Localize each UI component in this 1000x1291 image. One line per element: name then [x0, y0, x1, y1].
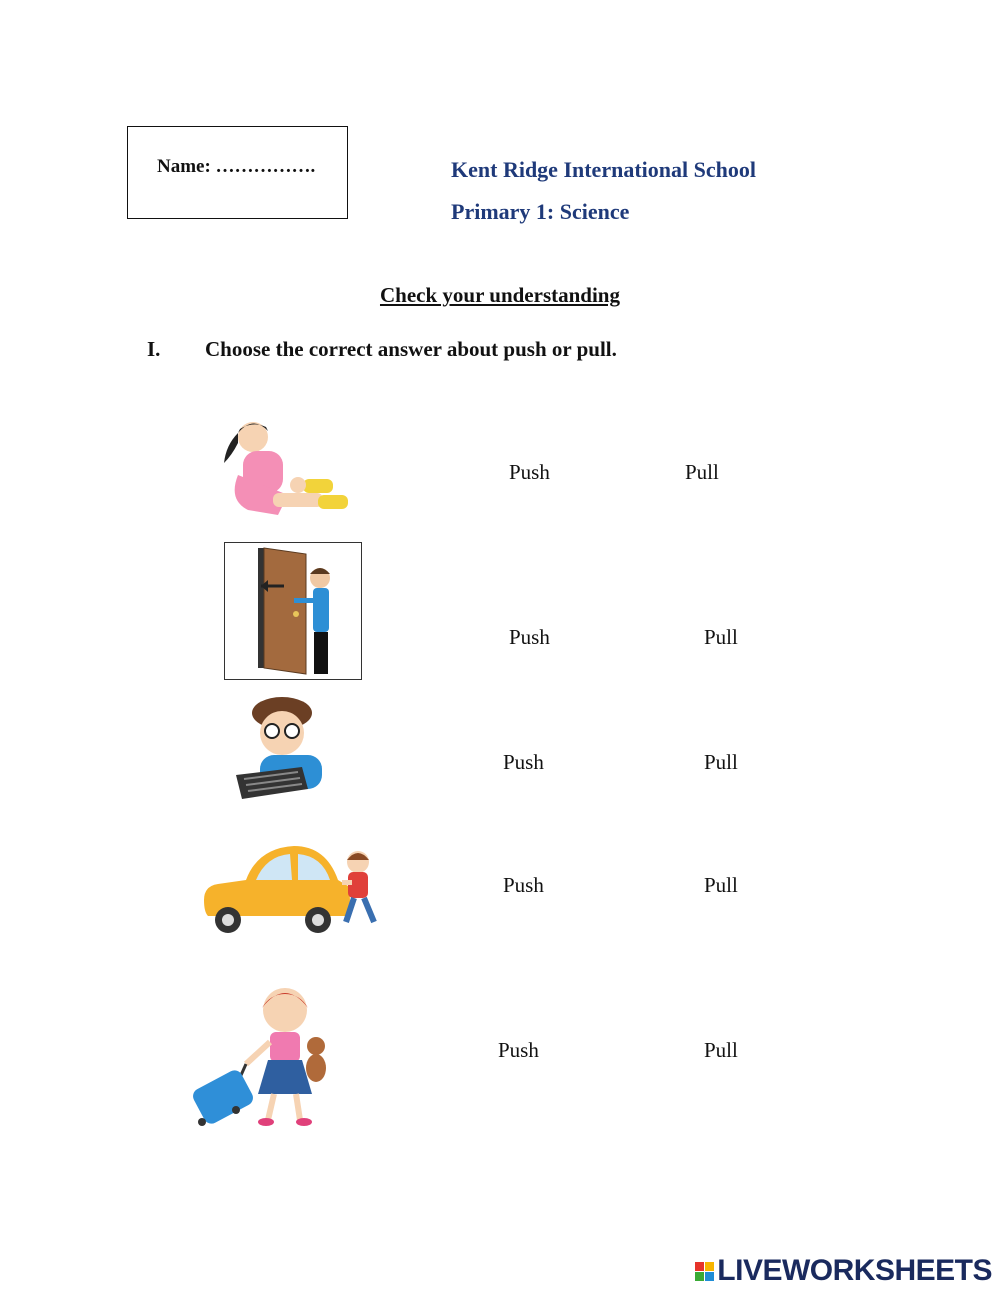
logo-icon	[695, 1262, 714, 1281]
push-option-2[interactable]: Push	[509, 625, 550, 649]
name-label: Name: …………….	[157, 156, 316, 177]
pull-option-3[interactable]: Pull	[704, 750, 738, 774]
pull-option-2[interactable]: Pull	[704, 625, 738, 649]
push-option-3[interactable]: Push	[503, 750, 544, 774]
pull-option-4[interactable]: Pull	[704, 873, 738, 897]
question-number: I.	[147, 337, 161, 361]
boy-pushing-door-image	[224, 542, 362, 680]
pull-option-1[interactable]: Pull	[685, 460, 719, 484]
liveworksheets-logo	[695, 1254, 992, 1288]
push-option-5[interactable]: Push	[498, 1038, 539, 1062]
pull-option-5[interactable]: Pull	[704, 1038, 738, 1062]
boy-pushing-car-image	[198, 840, 393, 940]
girl-pulling-socks-image	[218, 415, 363, 530]
subject-title: Primary 1: Science	[451, 199, 630, 224]
push-option-1[interactable]: Push	[509, 460, 550, 484]
girl-pulling-suitcase-image	[180, 980, 340, 1130]
boy-typing-keyboard-image	[232, 695, 332, 805]
school-name: Kent Ridge International School	[451, 157, 756, 182]
logo-text: LIVEWORKSHEETS	[717, 1254, 992, 1287]
push-option-4[interactable]: Push	[503, 873, 544, 897]
page-heading: Check your understanding	[379, 283, 620, 307]
question-text: Choose the correct answer about push or pull.	[205, 337, 617, 361]
